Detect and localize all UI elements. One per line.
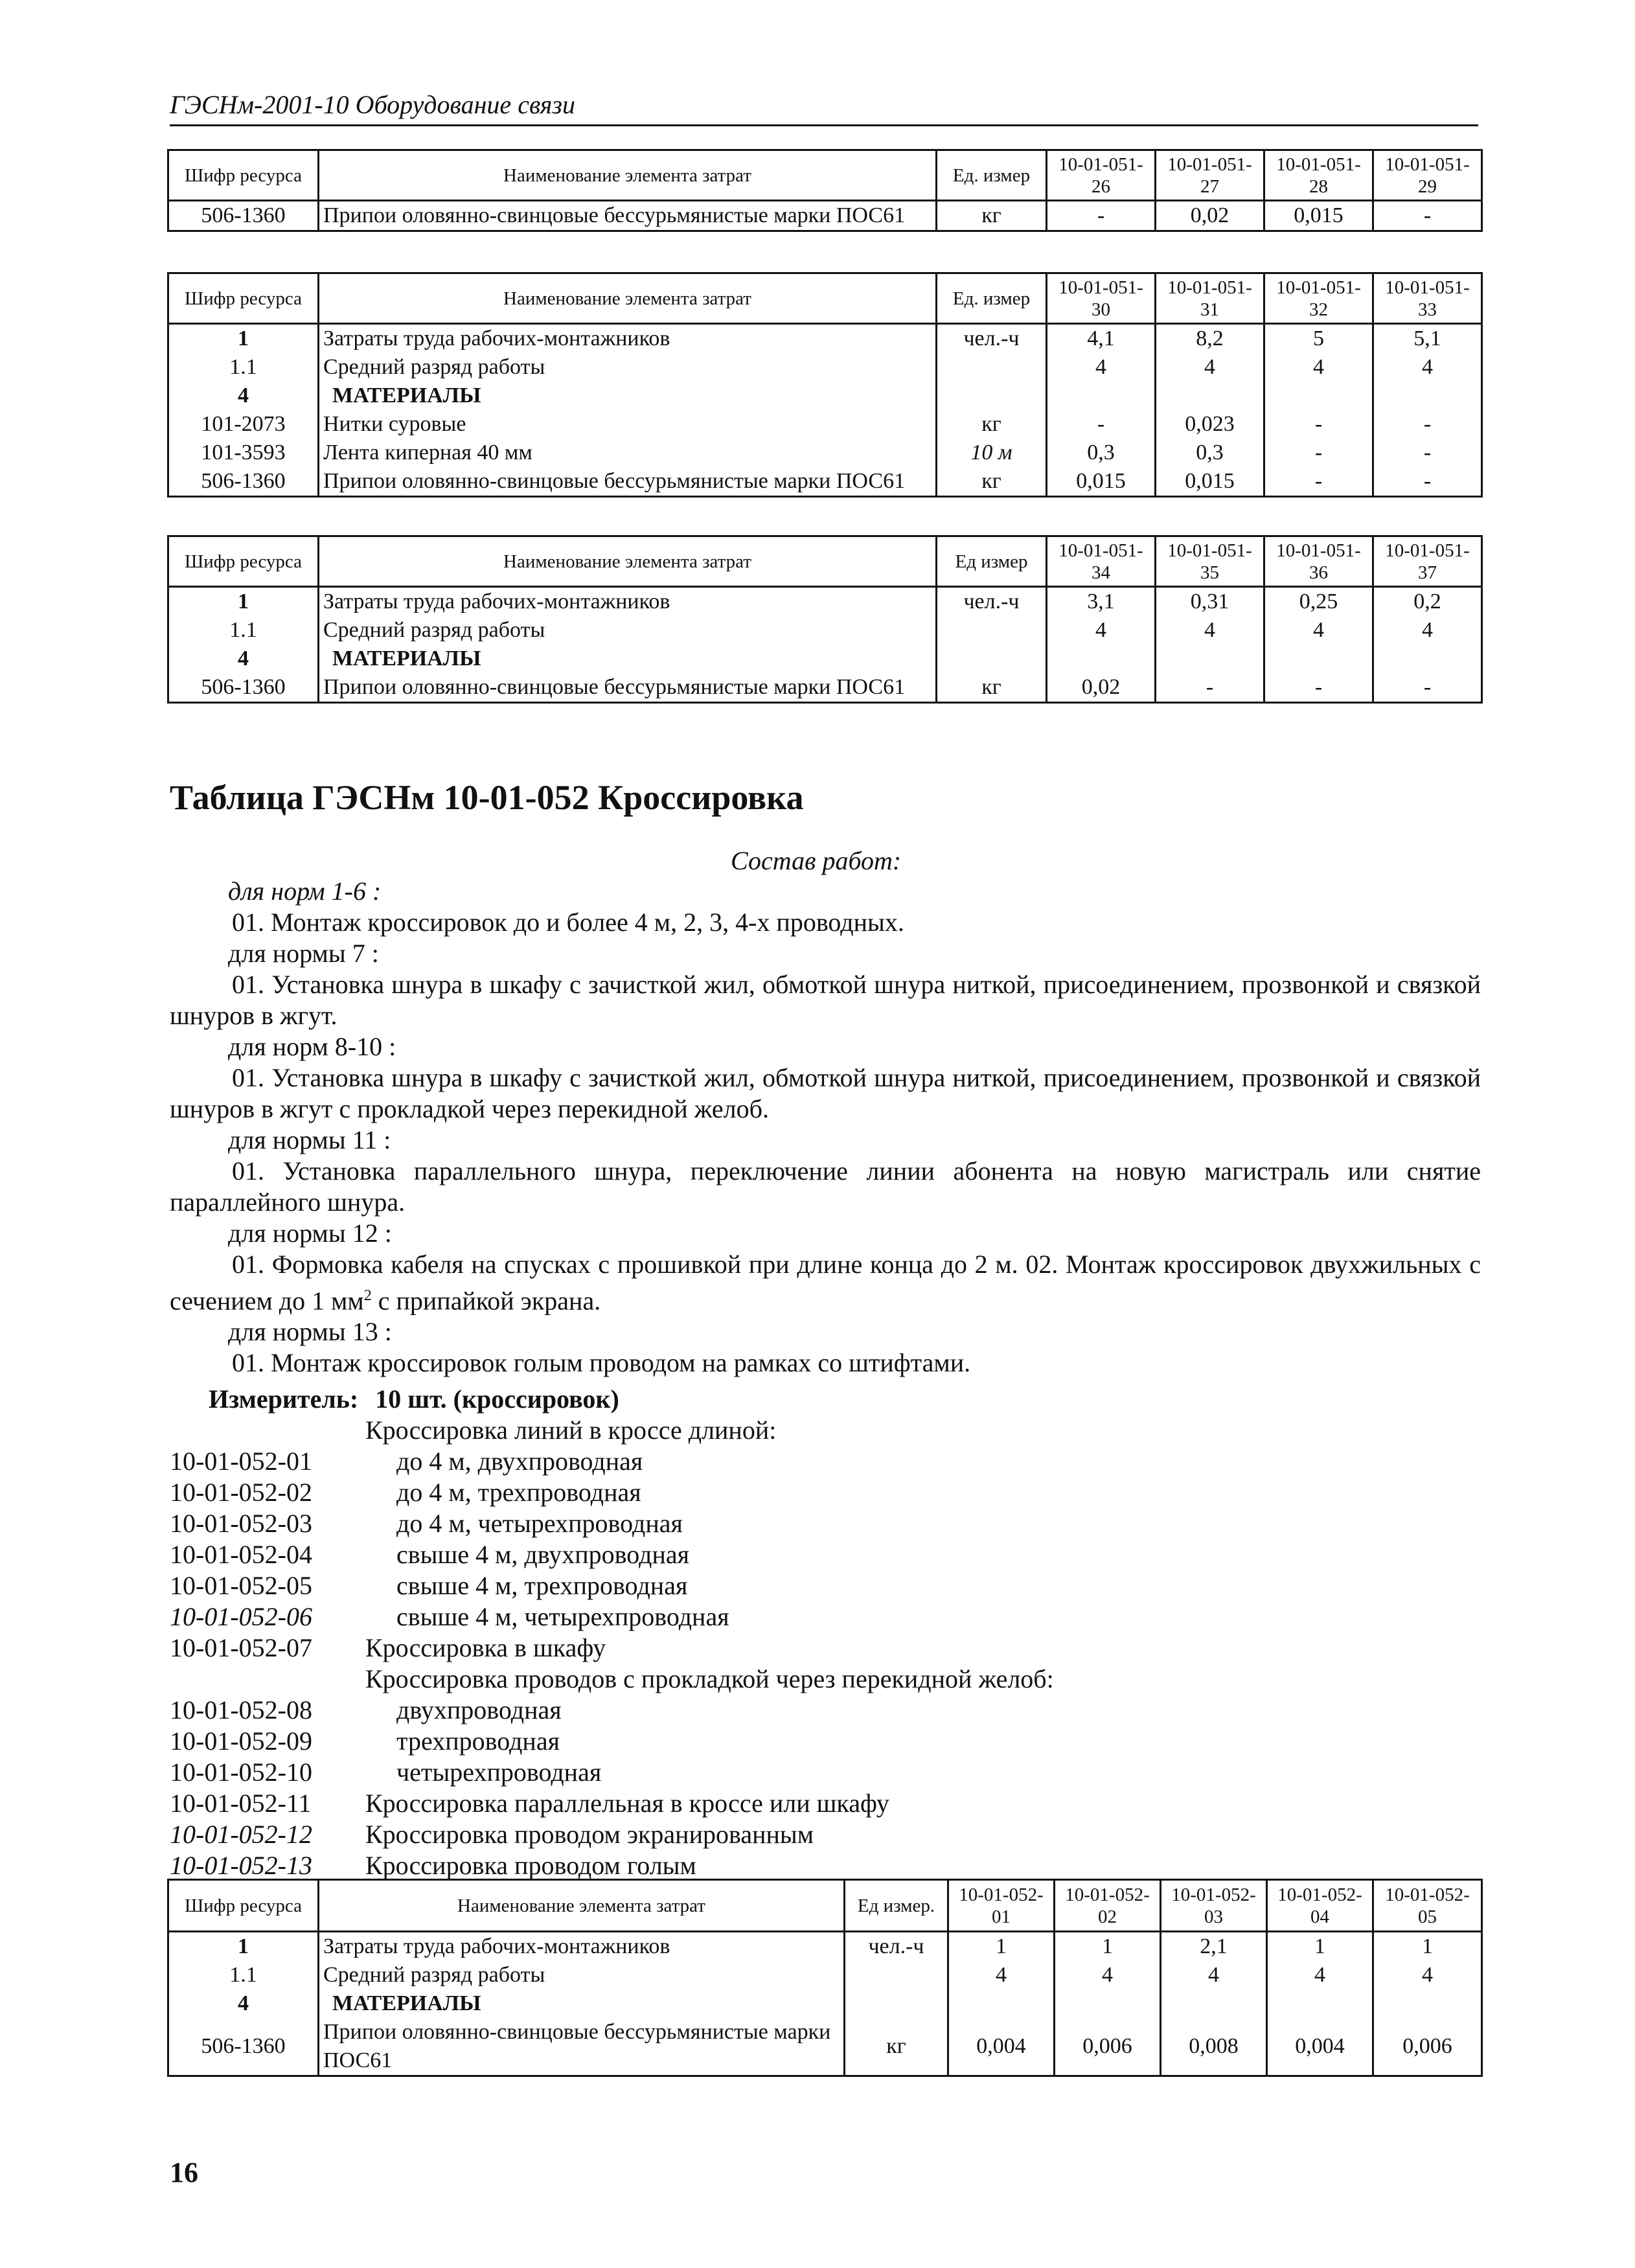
section-heading-materials: МАТЕРИАЛЫ xyxy=(319,1989,845,2018)
resource-code: 506-1360 xyxy=(168,2018,319,2076)
resource-code: 506-1360 xyxy=(168,201,319,231)
resource-unit: кг xyxy=(937,467,1047,497)
resource-code: 1.1 xyxy=(168,616,319,645)
col-header-code: Шифр ресурса xyxy=(168,1880,319,1932)
norm-code: 10-01-052-07 xyxy=(170,1633,312,1662)
norm-value: 4 xyxy=(1055,1961,1161,1989)
norm-value: - xyxy=(1264,467,1373,497)
norm-group-label: для норм 1-6 : xyxy=(228,876,382,906)
measure-line xyxy=(209,1384,619,1414)
norm-value: 5,1 xyxy=(1373,324,1482,354)
norm-value: 4 xyxy=(948,1961,1055,1989)
col-header-norm: 10-01-051-35 xyxy=(1156,536,1264,587)
col-header-code: Шифр ресурса xyxy=(168,273,319,324)
resource-unit: кг xyxy=(845,2018,948,2076)
norm-value: - xyxy=(1264,439,1373,467)
norm-value: 4 xyxy=(1373,353,1482,382)
resource-name: Средний разряд работы xyxy=(319,353,937,382)
resource-name: Затраты труда рабочих-монтажников xyxy=(319,324,937,354)
table-row xyxy=(168,353,1482,382)
resource-table-052-01-05 xyxy=(167,1879,1483,2077)
norm-value: 0,3 xyxy=(1156,439,1264,467)
norm-description: Кроссировка проводов с прокладкой через перекидной желоб: xyxy=(365,1664,1054,1693)
norm-value: 4 xyxy=(1047,616,1156,645)
col-header-norm: 10-01-052-05 xyxy=(1373,1880,1482,1932)
norm-code: 10-01-052-09 xyxy=(170,1726,312,1756)
col-header-norm: 10-01-051-33 xyxy=(1373,273,1482,324)
norm-value xyxy=(1373,1989,1482,2018)
page-number: 16 xyxy=(170,2157,198,2188)
work-description-part: 01. Формовка кабеля на спусках с прошивкой при длине конца до 2 м. 02. Монтаж кроссировок двухжильных с сечением до 1 мм xyxy=(170,1250,1481,1316)
table-row xyxy=(168,1961,1482,1989)
norm-value: 1 xyxy=(1373,1932,1482,1962)
norm-description: до 4 м, четырехпроводная xyxy=(396,1509,683,1538)
norm-value: 1 xyxy=(948,1932,1055,1962)
table-row xyxy=(168,645,1482,673)
norm-value xyxy=(1047,382,1156,410)
norm-value xyxy=(948,1989,1055,2018)
norm-value: 4,1 xyxy=(1047,324,1156,354)
table-row xyxy=(168,616,1482,645)
norm-value: 0,015 xyxy=(1047,467,1156,497)
resource-name: Припои оловянно-свинцовые бессурьмянистые марки ПОС61 xyxy=(319,201,937,231)
norm-value: 0,3 xyxy=(1047,439,1156,467)
norm-value: 8,2 xyxy=(1156,324,1264,354)
col-header-norm: 10-01-051-32 xyxy=(1264,273,1373,324)
work-description: 01. Монтаж кроссировок до и более 4 м, 2, 3, 4-х проводных. xyxy=(232,908,904,937)
measure-value: 10 шт. (кроссировок) xyxy=(375,1384,619,1414)
col-header-unit: Ед. измер xyxy=(937,273,1047,324)
resource-table-051-26-29 xyxy=(167,149,1483,232)
col-header-norm: 10-01-051-37 xyxy=(1373,536,1482,587)
table-row xyxy=(168,467,1482,497)
resource-unit xyxy=(937,382,1047,410)
col-header-name: Наименование элемента затрат xyxy=(319,150,937,201)
norm-description: трехпроводная xyxy=(396,1726,560,1756)
resource-name: Затраты труда рабочих-монтажников xyxy=(319,1932,845,1962)
resource-code: 101-3593 xyxy=(168,439,319,467)
section-title: Таблица ГЭСНм 10-01-052 Кроссировка xyxy=(170,778,804,817)
norm-group-label: для нормы 13 : xyxy=(228,1317,392,1347)
norm-value: 0,25 xyxy=(1264,587,1373,617)
header-divider xyxy=(170,124,1478,126)
measure-label: Измеритель: xyxy=(209,1384,359,1414)
norm-description: двухпроводная xyxy=(396,1695,562,1724)
resource-name: Припои оловянно-свинцовые бессурьмянистые марки ПОС61 xyxy=(319,673,937,703)
col-header-code: Шифр ресурса xyxy=(168,536,319,587)
norm-group-label: для норм 8-10 : xyxy=(228,1032,396,1061)
resource-unit xyxy=(845,1961,948,1989)
norm-code: 10-01-052-03 xyxy=(170,1509,312,1538)
table-row xyxy=(168,2018,1482,2076)
norm-description: свыше 4 м, четырехпроводная xyxy=(396,1602,729,1631)
norm-value: - xyxy=(1264,673,1373,703)
norm-value: - xyxy=(1264,410,1373,439)
norm-value: 0,015 xyxy=(1156,467,1264,497)
norm-description: свыше 4 м, трехпроводная xyxy=(396,1571,688,1600)
resource-table-051-34-37 xyxy=(167,535,1483,704)
norm-code: 10-01-052-12 xyxy=(170,1820,312,1849)
norm-description: четырехпроводная xyxy=(396,1758,602,1787)
resource-name: Припои оловянно-свинцовые бессурьмянистые марки ПОС61 xyxy=(319,467,937,497)
resource-name: Затраты труда рабочих-монтажников xyxy=(319,587,937,617)
norm-value: 0,31 xyxy=(1156,587,1264,617)
norm-value: 0,008 xyxy=(1161,2018,1267,2076)
norm-value: 4 xyxy=(1047,353,1156,382)
resource-name: Средний разряд работы xyxy=(319,1961,845,1989)
col-header-norm: 10-01-051-29 xyxy=(1373,150,1482,201)
norm-value: 0,2 xyxy=(1373,587,1482,617)
norm-code: 10-01-052-02 xyxy=(170,1478,312,1507)
norm-description: до 4 м, трехпроводная xyxy=(396,1478,641,1507)
resource-unit xyxy=(937,353,1047,382)
resource-code: 4 xyxy=(168,645,319,673)
resource-code: 4 xyxy=(168,382,319,410)
col-header-code: Шифр ресурса xyxy=(168,150,319,201)
resource-name: Нитки суровые xyxy=(319,410,937,439)
col-header-norm: 10-01-051-26 xyxy=(1047,150,1156,201)
norm-value: 0,023 xyxy=(1156,410,1264,439)
norm-code: 10-01-052-11 xyxy=(170,1789,312,1818)
norm-value: 0,006 xyxy=(1373,2018,1482,2076)
norm-value: 4 xyxy=(1373,1961,1482,1989)
resource-unit xyxy=(937,645,1047,673)
work-description: 01. Монтаж кроссировок голым проводом на рамках со штифтами. xyxy=(232,1348,971,1378)
norm-value: 2,1 xyxy=(1161,1932,1267,1962)
norm-value: 1 xyxy=(1267,1932,1373,1962)
norm-description: Кроссировка линий в кроссе длиной: xyxy=(365,1415,777,1445)
col-header-norm: 10-01-052-01 xyxy=(948,1880,1055,1932)
norm-description: Кроссировка параллельная в кроссе или шкафу xyxy=(365,1789,889,1818)
col-header-norm: 10-01-052-04 xyxy=(1267,1880,1373,1932)
resource-table-051-30-33 xyxy=(167,272,1483,498)
superscript: 2 xyxy=(363,1287,372,1304)
norm-value xyxy=(1267,1989,1373,2018)
norm-description: Кроссировка проводом голым xyxy=(365,1851,696,1880)
table-row xyxy=(168,1932,1482,1962)
work-description-part: с припайкой экрана. xyxy=(371,1286,601,1316)
norm-value: 0,02 xyxy=(1047,673,1156,703)
resource-code: 101-2073 xyxy=(168,410,319,439)
norm-code: 10-01-052-01 xyxy=(170,1447,312,1476)
resource-unit xyxy=(845,1989,948,2018)
norm-code: 10-01-052-05 xyxy=(170,1571,312,1600)
resource-code: 1.1 xyxy=(168,353,319,382)
composition-block xyxy=(170,876,1481,1379)
resource-code: 1 xyxy=(168,324,319,354)
table-row xyxy=(168,673,1482,703)
norm-value: 5 xyxy=(1264,324,1373,354)
col-header-norm: 10-01-052-02 xyxy=(1055,1880,1161,1932)
norm-value: 4 xyxy=(1156,353,1264,382)
norm-code: 10-01-052-06 xyxy=(170,1602,312,1631)
norm-value: 0,004 xyxy=(948,2018,1055,2076)
resource-unit xyxy=(937,616,1047,645)
table-row xyxy=(168,324,1482,354)
section-heading-materials: МАТЕРИАЛЫ xyxy=(319,645,937,673)
col-header-unit: Ед измер. xyxy=(845,1880,948,1932)
col-header-name: Наименование элемента затрат xyxy=(319,273,937,324)
resource-code: 4 xyxy=(168,1989,319,2018)
resource-unit: кг xyxy=(937,410,1047,439)
norm-value: - xyxy=(1373,410,1482,439)
table-row xyxy=(168,201,1482,231)
col-header-unit: Ед измер xyxy=(937,536,1047,587)
resource-name: Лента киперная 40 мм xyxy=(319,439,937,467)
norm-group-label: для нормы 12 : xyxy=(228,1219,392,1248)
norm-value: 4 xyxy=(1267,1961,1373,1989)
norm-description: Кроссировка в шкафу xyxy=(365,1633,606,1662)
norm-value: 0,015 xyxy=(1264,201,1373,231)
norm-code: 10-01-052-08 xyxy=(170,1695,312,1724)
norm-value: 0,02 xyxy=(1156,201,1264,231)
running-header: ГЭСНм-2001-10 Оборудование связи xyxy=(170,90,575,119)
norm-value: - xyxy=(1047,410,1156,439)
norm-value: - xyxy=(1373,201,1482,231)
resource-unit: 10 м xyxy=(937,439,1047,467)
norm-value xyxy=(1161,1989,1267,2018)
table-row xyxy=(168,439,1482,467)
resource-unit: кг xyxy=(937,673,1047,703)
table-row xyxy=(168,410,1482,439)
norm-value: - xyxy=(1373,439,1482,467)
composition-title: Состав работ: xyxy=(731,846,902,875)
norm-value: 0,004 xyxy=(1267,2018,1373,2076)
norm-value xyxy=(1373,382,1482,410)
norm-value: 1 xyxy=(1055,1932,1161,1962)
section-heading-materials: МАТЕРИАЛЫ xyxy=(319,382,937,410)
norm-value xyxy=(1156,645,1264,673)
col-header-norm: 10-01-051-30 xyxy=(1047,273,1156,324)
norm-value: 4 xyxy=(1161,1961,1267,1989)
table-row xyxy=(168,587,1482,617)
col-header-name: Наименование элемента затрат xyxy=(319,536,937,587)
norm-value: 4 xyxy=(1156,616,1264,645)
norm-code: 10-01-052-10 xyxy=(170,1758,312,1787)
norm-value: - xyxy=(1373,467,1482,497)
norm-value xyxy=(1264,645,1373,673)
table-row xyxy=(168,382,1482,410)
resource-unit: чел.-ч xyxy=(937,324,1047,354)
norm-value: - xyxy=(1373,673,1482,703)
col-header-name: Наименование элемента затрат xyxy=(319,1880,845,1932)
col-header-norm: 10-01-051-28 xyxy=(1264,150,1373,201)
col-header-norm: 10-01-051-27 xyxy=(1156,150,1264,201)
table-row xyxy=(168,1989,1482,2018)
norm-group-label: для нормы 7 : xyxy=(228,939,379,968)
norm-description: Кроссировка проводом экранированным xyxy=(365,1820,814,1849)
norm-value xyxy=(1264,382,1373,410)
col-header-norm: 10-01-051-36 xyxy=(1264,536,1373,587)
norm-description: свыше 4 м, двухпроводная xyxy=(396,1540,690,1569)
resource-code: 1 xyxy=(168,587,319,617)
resource-code: 1.1 xyxy=(168,1961,319,1989)
norm-description: до 4 м, двухпроводная xyxy=(396,1447,643,1476)
col-header-norm: 10-01-051-31 xyxy=(1156,273,1264,324)
norm-value: - xyxy=(1047,201,1156,231)
resource-code: 1 xyxy=(168,1932,319,1962)
norm-code: 10-01-052-04 xyxy=(170,1540,312,1569)
norm-value: - xyxy=(1156,673,1264,703)
resource-unit: кг xyxy=(937,201,1047,231)
resource-name: Средний разряд работы xyxy=(319,616,937,645)
col-header-unit: Ед. измер xyxy=(937,150,1047,201)
norm-code: 10-01-052-13 xyxy=(170,1851,312,1880)
work-description: 01. Установка параллельного шнура, переключение линии абонента на новую магистраль или снятие параллейного шнура. xyxy=(170,1156,1481,1217)
norm-group-label: для нормы 11 : xyxy=(228,1125,391,1154)
col-header-norm: 10-01-052-03 xyxy=(1161,1880,1267,1932)
work-description: 01. Установка шнура в шкафу с зачисткой жил, обмоткой шнура ниткой, присоединением, прозвонкой и связкой шнуров в жгут. xyxy=(170,970,1481,1030)
resource-name: Припои оловянно-свинцовые бессурьмянистые марки ПОС61 xyxy=(319,2018,845,2076)
norm-value xyxy=(1047,645,1156,673)
norm-value xyxy=(1373,645,1482,673)
norm-value: 0,006 xyxy=(1055,2018,1161,2076)
work-description xyxy=(170,1249,1481,1316)
resource-code: 506-1360 xyxy=(168,467,319,497)
norm-value xyxy=(1156,382,1264,410)
norm-value: 3,1 xyxy=(1047,587,1156,617)
resource-unit: чел.-ч xyxy=(937,587,1047,617)
resource-unit: чел.-ч xyxy=(845,1932,948,1962)
norm-value xyxy=(1055,1989,1161,2018)
resource-code: 506-1360 xyxy=(168,673,319,703)
norm-value: 4 xyxy=(1373,616,1482,645)
norm-value: 4 xyxy=(1264,353,1373,382)
work-description: 01. Установка шнура в шкафу с зачисткой жил, обмоткой шнура ниткой, присоединением, прозвонкой и связкой шнуров в жгут с прокладкой через перекидной желоб. xyxy=(170,1063,1481,1123)
col-header-norm: 10-01-051-34 xyxy=(1047,536,1156,587)
norm-value: 4 xyxy=(1264,616,1373,645)
